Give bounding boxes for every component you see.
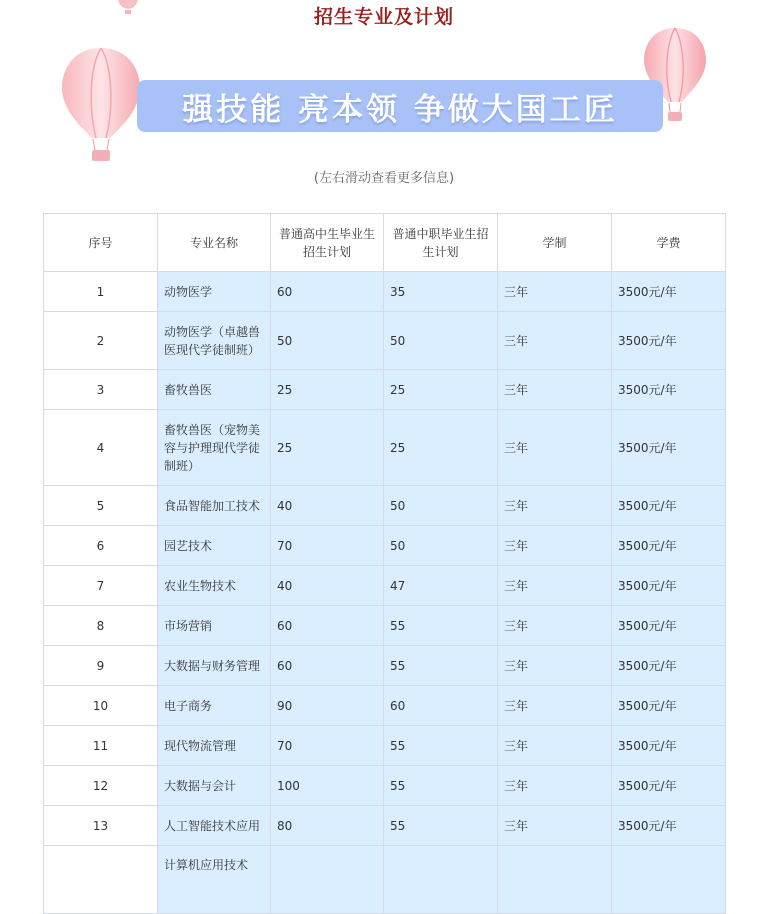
cell-no: 7 [44,566,158,606]
cell-fee: 3500元/年 [612,686,726,726]
cell-duration: 三年 [498,486,612,526]
table-row [44,312,726,370]
cell-fee: 3500元/年 [612,370,726,410]
cell-vs-plan: 50 [384,312,498,370]
enrollment-table [43,213,726,914]
cell-no: 3 [44,370,158,410]
cell-vs-plan: 50 [384,486,498,526]
cell-fee [612,846,726,914]
cell-fee: 3500元/年 [612,806,726,846]
cell-fee: 3500元/年 [612,486,726,526]
table-row [44,606,726,646]
cell-no: 2 [44,312,158,370]
cell-major: 大数据与会计 [158,766,271,806]
cell-duration: 三年 [498,370,612,410]
header-fee: 学费 [612,214,726,272]
cell-major: 市场营销 [158,606,271,646]
slogan-banner [137,80,663,132]
cell-no: 1 [44,272,158,312]
cell-hs-plan: 80 [271,806,384,846]
cell-major: 电子商务 [158,686,271,726]
cell-duration: 三年 [498,686,612,726]
cell-major: 食品智能加工技术 [158,486,271,526]
cell-major: 动物医学（卓越兽医现代学徒制班） [158,312,271,370]
header-major: 专业名称 [158,214,271,272]
cell-duration: 三年 [498,806,612,846]
balloon-top-icon [116,0,140,16]
cell-hs-plan: 60 [271,646,384,686]
cell-hs-plan: 50 [271,312,384,370]
cell-hs-plan: 25 [271,370,384,410]
table-row [44,272,726,312]
table-row [44,686,726,726]
cell-vs-plan: 60 [384,686,498,726]
cell-vs-plan: 47 [384,566,498,606]
cell-major: 动物医学 [158,272,271,312]
cell-duration: 三年 [498,272,612,312]
header-no: 序号 [44,214,158,272]
cell-fee: 3500元/年 [612,526,726,566]
cell-major: 园艺技术 [158,526,271,566]
cell-hs-plan: 60 [271,272,384,312]
cell-duration: 三年 [498,646,612,686]
table-row [44,566,726,606]
cell-duration: 三年 [498,526,612,566]
cell-fee: 3500元/年 [612,646,726,686]
cell-vs-plan: 55 [384,806,498,846]
cell-vs-plan: 50 [384,526,498,566]
cell-no: 12 [44,766,158,806]
enrollment-table-container[interactable] [43,213,725,914]
header-vocational-plan: 普通中职毕业生招生计划 [384,214,498,272]
cell-duration: 三年 [498,726,612,766]
cell-vs-plan: 35 [384,272,498,312]
cell-fee: 3500元/年 [612,726,726,766]
cell-no: 9 [44,646,158,686]
cell-major: 计算机应用技术 [158,846,271,914]
cell-duration: 三年 [498,312,612,370]
cell-no: 10 [44,686,158,726]
cell-fee: 3500元/年 [612,272,726,312]
cell-duration: 三年 [498,410,612,486]
cell-fee: 3500元/年 [612,566,726,606]
table-row [44,646,726,686]
cell-duration [498,846,612,914]
header-highschool-plan: 普通高中生毕业生招生计划 [271,214,384,272]
table-row [44,410,726,486]
cell-hs-plan: 70 [271,726,384,766]
cell-hs-plan: 60 [271,606,384,646]
cell-no: 11 [44,726,158,766]
cell-no: 8 [44,606,158,646]
cell-vs-plan: 55 [384,766,498,806]
cell-no: 6 [44,526,158,566]
table-row [44,806,726,846]
header-duration: 学制 [498,214,612,272]
cell-major: 大数据与财务管理 [158,646,271,686]
slogan-text: 强技能 亮本领 争做大国工匠 [182,92,618,128]
cell-fee: 3500元/年 [612,606,726,646]
table-row [44,766,726,806]
table-row [44,846,726,914]
scroll-hint: (左右滑动查看更多信息) [313,171,455,186]
table-row [44,486,726,526]
table-row [44,526,726,566]
cell-major: 现代物流管理 [158,726,271,766]
balloon-left-icon [60,46,142,164]
cell-major: 畜牧兽医 [158,370,271,410]
cell-hs-plan [271,846,384,914]
cell-duration: 三年 [498,566,612,606]
cell-vs-plan: 25 [384,370,498,410]
cell-major: 畜牧兽医（宠物美容与护理现代学徒制班） [158,410,271,486]
table-row [44,370,726,410]
cell-vs-plan [384,846,498,914]
cell-fee: 3500元/年 [612,410,726,486]
cell-fee: 3500元/年 [612,766,726,806]
cell-duration: 三年 [498,766,612,806]
cell-hs-plan: 70 [271,526,384,566]
cell-hs-plan: 100 [271,766,384,806]
cell-major: 农业生物技术 [158,566,271,606]
cell-vs-plan: 55 [384,646,498,686]
cell-major: 人工智能技术应用 [158,806,271,846]
page-title: 招生专业及计划 [313,6,454,28]
cell-vs-plan: 25 [384,410,498,486]
cell-hs-plan: 40 [271,486,384,526]
cell-fee: 3500元/年 [612,312,726,370]
table-row [44,726,726,766]
cell-no: 4 [44,410,158,486]
cell-vs-plan: 55 [384,606,498,646]
cell-duration: 三年 [498,606,612,646]
cell-no: 5 [44,486,158,526]
cell-hs-plan: 90 [271,686,384,726]
cell-hs-plan: 40 [271,566,384,606]
cell-no [44,846,158,914]
cell-hs-plan: 25 [271,410,384,486]
cell-no: 13 [44,806,158,846]
cell-vs-plan: 55 [384,726,498,766]
